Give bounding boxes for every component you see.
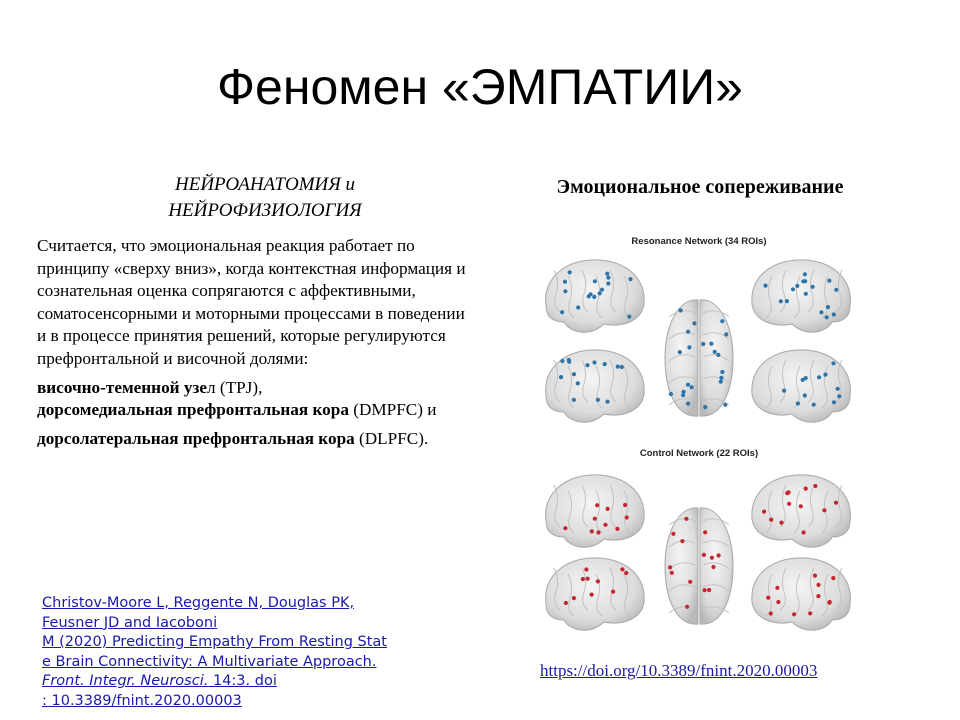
- roi-marker: [605, 272, 609, 276]
- roi-marker: [568, 270, 572, 274]
- roi-marker: [832, 312, 836, 316]
- roi-marker: [687, 345, 691, 349]
- region-name-dlpfc: дорсолатеральная префронтальная кора: [37, 428, 355, 448]
- roi-marker: [668, 565, 672, 569]
- roi-marker: [816, 583, 820, 587]
- roi-marker: [711, 565, 715, 569]
- roi-marker: [625, 515, 629, 519]
- roi-marker: [564, 601, 568, 605]
- roi-marker: [804, 487, 808, 491]
- roi-marker: [703, 530, 707, 534]
- roi-marker: [560, 310, 564, 314]
- resonance-brain-left-medial: [546, 350, 645, 422]
- roi-marker: [692, 321, 696, 325]
- roi-marker: [834, 501, 838, 505]
- roi-marker: [593, 517, 597, 521]
- roi-marker: [592, 295, 596, 299]
- roi-marker: [623, 503, 627, 507]
- roi-marker: [817, 375, 821, 379]
- resonance-network-label: Resonance Network (34 ROIs): [631, 236, 767, 247]
- roi-marker: [586, 577, 590, 581]
- roi-marker: [611, 590, 615, 594]
- left-heading-line-2: НЕЙРОФИЗИОЛОГИЯ: [168, 200, 362, 221]
- roi-marker: [825, 315, 829, 319]
- resonance-brain-right-medial: [752, 350, 851, 422]
- roi-marker: [686, 383, 690, 387]
- region-item-dmpfc: [37, 399, 477, 422]
- region-name-tpj: височно-теменной узе: [37, 377, 208, 397]
- roi-marker: [670, 571, 674, 575]
- roi-marker: [827, 279, 831, 283]
- roi-marker: [576, 305, 580, 309]
- roi-marker: [681, 393, 685, 397]
- roi-marker: [678, 350, 682, 354]
- roi-marker: [596, 398, 600, 402]
- roi-marker: [567, 358, 571, 362]
- doi-link[interactable]: https://doi.org/10.3389/fnint.2020.00003: [540, 661, 818, 680]
- roi-marker: [813, 574, 817, 578]
- reference-line-3[interactable]: M (2020) Predicting Empathy From Resting Stat: [42, 634, 387, 650]
- roi-marker: [823, 373, 827, 377]
- roi-marker: [795, 284, 799, 288]
- left-column-body: [37, 235, 477, 450]
- roi-marker: [669, 392, 673, 396]
- resonance-brain-left-lateral: [546, 260, 645, 332]
- roi-marker: [832, 400, 836, 404]
- roi-marker: [775, 586, 779, 590]
- region-item-tpj: [37, 377, 477, 400]
- roi-marker: [581, 577, 585, 581]
- roi-marker: [572, 372, 576, 376]
- roi-marker: [782, 389, 786, 393]
- roi-marker: [606, 507, 610, 511]
- roi-marker: [785, 491, 789, 495]
- roi-marker: [801, 279, 805, 283]
- roi-marker: [804, 376, 808, 380]
- roi-marker: [769, 611, 773, 615]
- roi-marker: [563, 526, 567, 530]
- roi-marker: [812, 403, 816, 407]
- roi-marker: [585, 363, 589, 367]
- roi-marker: [808, 611, 812, 615]
- roi-marker: [822, 508, 826, 512]
- roi-marker: [720, 370, 724, 374]
- roi-marker: [702, 553, 706, 557]
- roi-marker: [685, 605, 689, 609]
- roi-marker: [590, 529, 594, 533]
- region-item-dlpfc: [37, 428, 477, 451]
- intro-paragraph: Считается, что эмоциональная реакция работает по принципу «сверху вниз», когда контекстная информация и сознательная оценка сопрягаются с аффективными, соматосенсорными и моторными процессами в поведении и в процессе принятия решений, которые регулируются префронтальной и височной долями:: [37, 236, 466, 368]
- control-brain-top-view: [665, 508, 733, 624]
- roi-marker: [719, 380, 723, 384]
- roi-marker: [606, 276, 610, 280]
- roi-marker: [671, 532, 675, 536]
- roi-marker: [572, 398, 576, 402]
- roi-marker: [779, 299, 783, 303]
- roi-marker: [803, 393, 807, 397]
- roi-marker: [688, 580, 692, 584]
- roi-marker: [679, 308, 683, 312]
- roi-marker: [576, 381, 580, 385]
- region-abbr-dlpfc: (DLPFC).: [354, 428, 429, 448]
- roi-marker: [707, 588, 711, 592]
- roi-marker: [816, 594, 820, 598]
- roi-marker: [563, 289, 567, 293]
- region-abbr-tpj: л (TPJ),: [207, 377, 263, 397]
- roi-marker: [616, 365, 620, 369]
- roi-marker: [785, 299, 789, 303]
- control-brain-left-medial: [546, 558, 645, 630]
- reference-volume[interactable]: 14:3. doi: [208, 673, 277, 689]
- roi-marker: [769, 518, 773, 522]
- roi-marker: [710, 556, 714, 560]
- roi-marker: [802, 530, 806, 534]
- roi-marker: [776, 600, 780, 604]
- roi-marker: [559, 375, 563, 379]
- roi-marker: [584, 567, 588, 571]
- roi-marker: [836, 387, 840, 391]
- roi-marker: [813, 484, 817, 488]
- roi-marker: [560, 359, 564, 363]
- roi-marker: [587, 294, 591, 298]
- reference-link[interactable]: [42, 594, 498, 711]
- roi-marker: [837, 394, 841, 398]
- roi-marker: [763, 284, 767, 288]
- roi-marker: [779, 521, 783, 525]
- roi-marker: [627, 315, 631, 319]
- roi-marker: [628, 277, 632, 281]
- control-brain-left-lateral: [546, 475, 645, 547]
- roi-marker: [686, 402, 690, 406]
- roi-marker: [716, 353, 720, 357]
- left-heading-line-1: НЕЙРОАНАТОМИЯ и: [175, 174, 355, 195]
- roi-marker: [766, 596, 770, 600]
- roi-marker: [709, 342, 713, 346]
- roi-marker: [831, 576, 835, 580]
- control-brain-right-medial: [752, 558, 851, 630]
- region-name-dmpfc: дорсомедиальная префронтальная кора: [37, 400, 349, 420]
- roi-marker: [720, 319, 724, 323]
- resonance-brain-top-view: [665, 300, 733, 416]
- roi-marker: [592, 360, 596, 364]
- roi-marker: [719, 376, 723, 380]
- reference-line-6[interactable]: : 10.3389/fnint.2020.00003: [42, 692, 242, 709]
- roi-marker: [787, 502, 791, 506]
- roi-marker: [620, 567, 624, 571]
- brain-network-figure: [532, 228, 866, 640]
- roi-marker: [792, 612, 796, 616]
- roi-marker: [686, 330, 690, 334]
- roi-marker: [803, 272, 807, 276]
- roi-marker: [717, 553, 721, 557]
- roi-marker: [595, 503, 599, 507]
- reference-journal[interactable]: Front. Integr. Neurosci.: [42, 673, 209, 689]
- roi-marker: [723, 403, 727, 407]
- roi-marker: [624, 571, 628, 575]
- roi-marker: [703, 405, 707, 409]
- reference-line-2[interactable]: Feusner JD and Iacoboni: [42, 614, 218, 631]
- roi-marker: [762, 510, 766, 514]
- roi-marker: [811, 285, 815, 289]
- roi-marker: [819, 310, 823, 314]
- roi-marker: [684, 517, 688, 521]
- left-column-heading: [110, 172, 420, 224]
- roi-marker: [596, 579, 600, 583]
- control-network-label: Control Network (22 ROIs): [639, 448, 759, 459]
- region-abbr-dmpfc: (DMPFC) и: [348, 400, 437, 420]
- brain-network-image: [532, 228, 866, 640]
- roi-marker: [724, 332, 728, 336]
- roi-marker: [680, 539, 684, 543]
- slide-title: Феномен «ЭМПАТИИ»: [217, 59, 743, 115]
- roi-marker: [828, 600, 832, 604]
- reference-line-5[interactable]: [42, 672, 498, 692]
- roi-marker: [834, 288, 838, 292]
- roi-marker: [791, 287, 795, 291]
- right-column-heading: Эмоциональное сопереживание: [556, 176, 844, 198]
- roi-marker: [703, 588, 707, 592]
- roi-marker: [690, 385, 694, 389]
- roi-marker: [804, 292, 808, 296]
- roi-marker: [603, 523, 607, 527]
- reference-line-4[interactable]: e Brain Connectivity: A Multivariate Approach.: [42, 653, 377, 670]
- roi-marker: [605, 400, 609, 404]
- roi-marker: [799, 504, 803, 508]
- roi-marker: [713, 350, 717, 354]
- roi-marker: [600, 288, 604, 292]
- roi-marker: [596, 530, 600, 534]
- roi-marker: [563, 280, 567, 284]
- roi-marker: [590, 593, 594, 597]
- control-brain-right-lateral: [752, 475, 851, 547]
- roi-marker: [826, 305, 830, 309]
- roi-marker: [606, 281, 610, 285]
- roi-marker: [572, 596, 576, 600]
- roi-marker: [831, 361, 835, 365]
- roi-marker: [701, 342, 705, 346]
- roi-marker: [593, 279, 597, 283]
- roi-marker: [598, 291, 602, 295]
- resonance-brain-right-lateral: [752, 260, 851, 332]
- roi-marker: [796, 401, 800, 405]
- roi-marker: [620, 365, 624, 369]
- reference-line-1[interactable]: Christov-Moore L, Reggente N, Douglas PK,: [42, 595, 355, 611]
- roi-marker: [603, 362, 607, 366]
- roi-marker: [615, 527, 619, 531]
